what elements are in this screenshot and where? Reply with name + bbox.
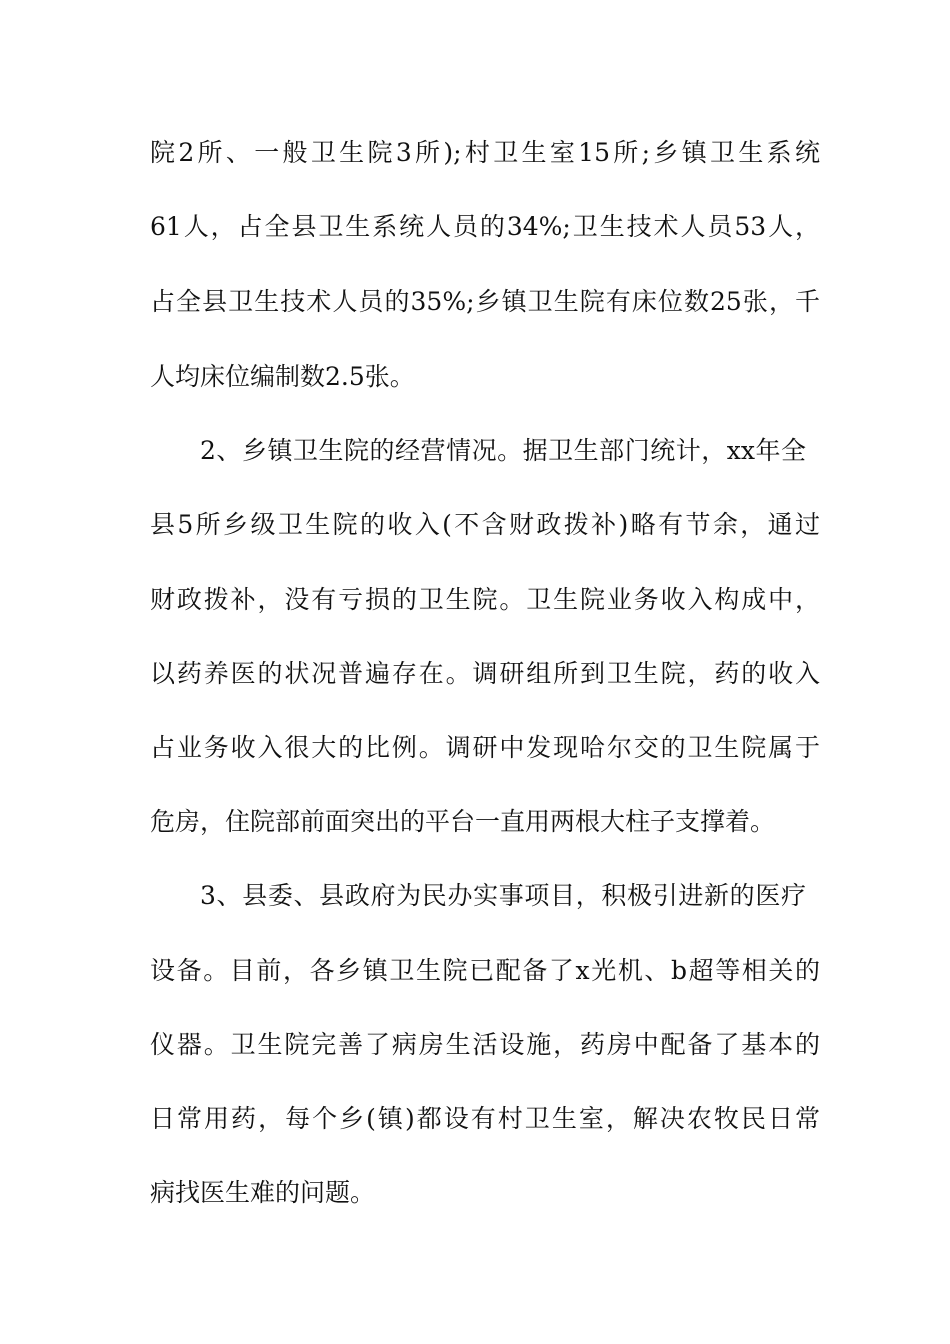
paragraph-start-line: 3、县委、县政府为民办实事项目，积极引进新的医疗 bbox=[200, 881, 806, 910]
text-line: 占全县卫生技术人员的35%;乡镇卫生院有床位数25张，千 bbox=[150, 287, 820, 316]
text-line: 61人，占全县卫生系统人员的34%;卫生技术人员53人， bbox=[150, 212, 820, 241]
text-line: 病找医生难的问题。 bbox=[150, 1178, 376, 1207]
text-line: 院2所、一般卫生院3所);村卫生室15所;乡镇卫生系统 bbox=[150, 138, 820, 167]
text-line: 以药养医的状况普遍存在。调研组所到卫生院，药的收入 bbox=[150, 659, 820, 688]
text-line: 占业务收入很大的比例。调研中发现哈尔交的卫生院属于 bbox=[150, 733, 820, 762]
text-line: 财政拨补，没有亏损的卫生院。卫生院业务收入构成中， bbox=[150, 585, 820, 614]
text-line: 县5所乡级卫生院的收入(不含财政拨补)略有节余，通过 bbox=[150, 510, 820, 539]
text-line: 人均床位编制数2.5张。 bbox=[150, 362, 415, 391]
paragraph-start-line: 2、乡镇卫生院的经营情况。据卫生部门统计，xx年全 bbox=[200, 436, 806, 465]
text-line: 仪器。卫生院完善了病房生活设施，药房中配备了基本的 bbox=[150, 1030, 820, 1059]
text-line: 日常用药，每个乡(镇)都设有村卫生室，解决农牧民日常 bbox=[150, 1104, 820, 1133]
text-line: 危房，住院部前面突出的平台一直用两根大柱子支撑着。 bbox=[150, 807, 776, 836]
text-line: 设备。目前，各乡镇卫生院已配备了x光机、b超等相关的 bbox=[150, 956, 820, 985]
